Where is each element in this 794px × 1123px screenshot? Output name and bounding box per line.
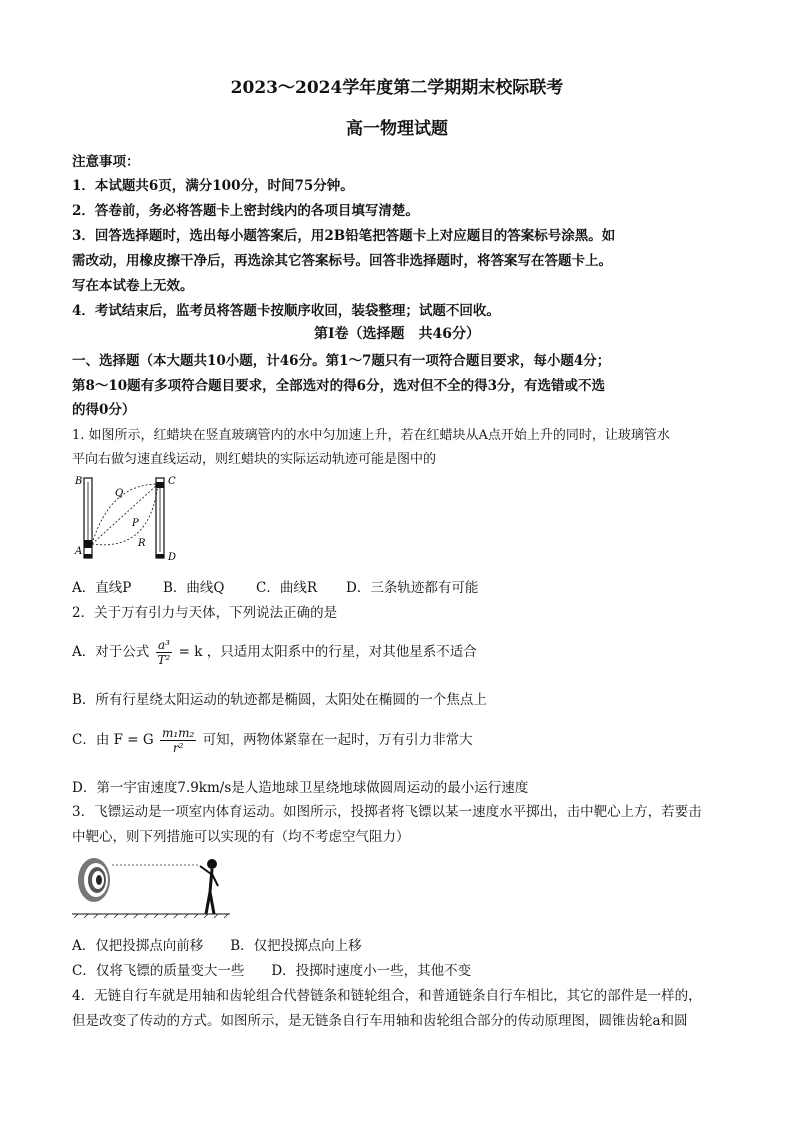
q2-option-d: D．第一宇宙速度7.9km/s是人造地球卫星绕地球做圆周运动的最小运行速度: [72, 780, 529, 796]
fraction-numerator: a³: [156, 638, 173, 653]
notice-item: 1．本试题共6页，满分100分，时间75分钟。: [72, 178, 354, 194]
q2-stem: 2．关于万有引力与天体，下列说法正确的是: [72, 605, 338, 621]
gravity-fraction: [160, 726, 196, 755]
q2-option-c-rest: 可知，两物体紧靠在一起时，万有引力非常大: [202, 732, 473, 748]
q4-stem: 4．无链自行车就是用轴和齿轮组合代替链条和链轮组合，和普通链条自行车相比，其它的部件是一样的，: [72, 988, 702, 1004]
exam-title: 2023～2024学年度第二学期期末校际联考: [230, 78, 564, 98]
notice-item: 写在本试卷上无效。: [72, 278, 194, 294]
fraction-denominator: r²: [172, 741, 184, 755]
q1-stem: 1. 如图所示，红蜡块在竖直玻璃管内的水中匀加速上升，若在红蜡块从A点开始上升的同时，让玻璃管水: [72, 428, 670, 443]
q3-stem: 3．飞镖运动是一项室内体育运动。如图所示，投掷者将飞镖以某一速度水平掷出，击中靶心上方，若要击: [72, 804, 702, 820]
thrower: [207, 859, 217, 869]
q2-option-c-text: C．由 F = G: [72, 732, 154, 748]
exam-subtitle: 高一物理试题: [346, 119, 448, 139]
q1-stem: 平向右做匀速直线运动，则红蜡块的实际运动轨迹可能是图中的: [72, 452, 437, 467]
section-intro: 的得0分）: [72, 402, 136, 418]
section-heading: 第Ⅰ卷（选择题 共46分）: [313, 326, 481, 342]
fraction-numerator: m₁m₂: [161, 726, 195, 740]
section-intro: 一、选择题（本大题共10小题，计46分。第1～7题只有一项符合题目要求，每小题4分；: [72, 353, 611, 369]
q2-option-a-text: A．对于公式: [72, 644, 150, 660]
q3-stem: 中靶心，则下列措施可以实现的有（均不考虑空气阻力）: [72, 829, 410, 845]
q4-stem: 但是改变了传动的方式。如图所示，是无链条自行车用轴和齿轮组合部分的传动原理图，圆锥齿轮a和圆: [72, 1013, 688, 1029]
q3-dart-figure: [72, 852, 232, 922]
q1-option-c: C．曲线R: [256, 580, 317, 596]
q1-option-a: A．直线P: [72, 580, 132, 596]
label-q: Q: [115, 488, 124, 499]
kepler-fraction: [156, 638, 173, 667]
label-c: C: [168, 476, 176, 487]
notice-item: 2．答卷前，务必将答题卡上密封线内的各项目填写清楚。: [72, 203, 419, 219]
label-d: D: [168, 552, 177, 563]
notice-item: 4．考试结束后，监考员将答题卡按顺序收回，装袋整理；试题不回收。: [72, 303, 500, 319]
q2-option-a: [72, 638, 477, 667]
q2-option-c: [72, 726, 473, 755]
q2-option-a-rest: = k ，只适用太阳系中的行星，对其他星系不适合: [178, 644, 477, 660]
q1-option-d: D．三条轨迹都有可能: [346, 580, 479, 596]
notice-item: 3．回答选择题时，选出每小题答案后，用2B铅笔把答题卡上对应题目的答案标号涂黑。如: [72, 228, 616, 244]
q3-options-cd: C．仅将飞镖的质量变大一些 D．投掷时速度小一些，其他不变: [72, 963, 472, 979]
wax-block: [84, 540, 92, 548]
label-p: P: [132, 518, 139, 529]
fraction-denominator: T²: [157, 653, 171, 667]
q2-option-b: B．所有行星绕太阳运动的轨迹都是椭圆，太阳处在椭圆的一个焦点上: [72, 692, 487, 708]
label-b: B: [75, 476, 83, 487]
section-intro: 第8～10题有多项符合题目要求，全部选对的得6分，选对但不全的得3分，有选错或不选: [72, 378, 605, 394]
label-a: A: [75, 546, 83, 557]
notice-heading: 注意事项：: [72, 154, 140, 170]
q3-options-ab: A．仅把投掷点向前移 B．仅把投掷点向上移: [72, 938, 362, 954]
label-r: R: [138, 538, 146, 549]
q1-option-b: B．曲线Q: [163, 580, 225, 596]
notice-item: 需改动，用橡皮擦干净后，再选涂其它答案标号。回答非选择题时，将答案写在答题卡上。: [72, 253, 612, 269]
q1-tube-figure: [70, 472, 190, 568]
